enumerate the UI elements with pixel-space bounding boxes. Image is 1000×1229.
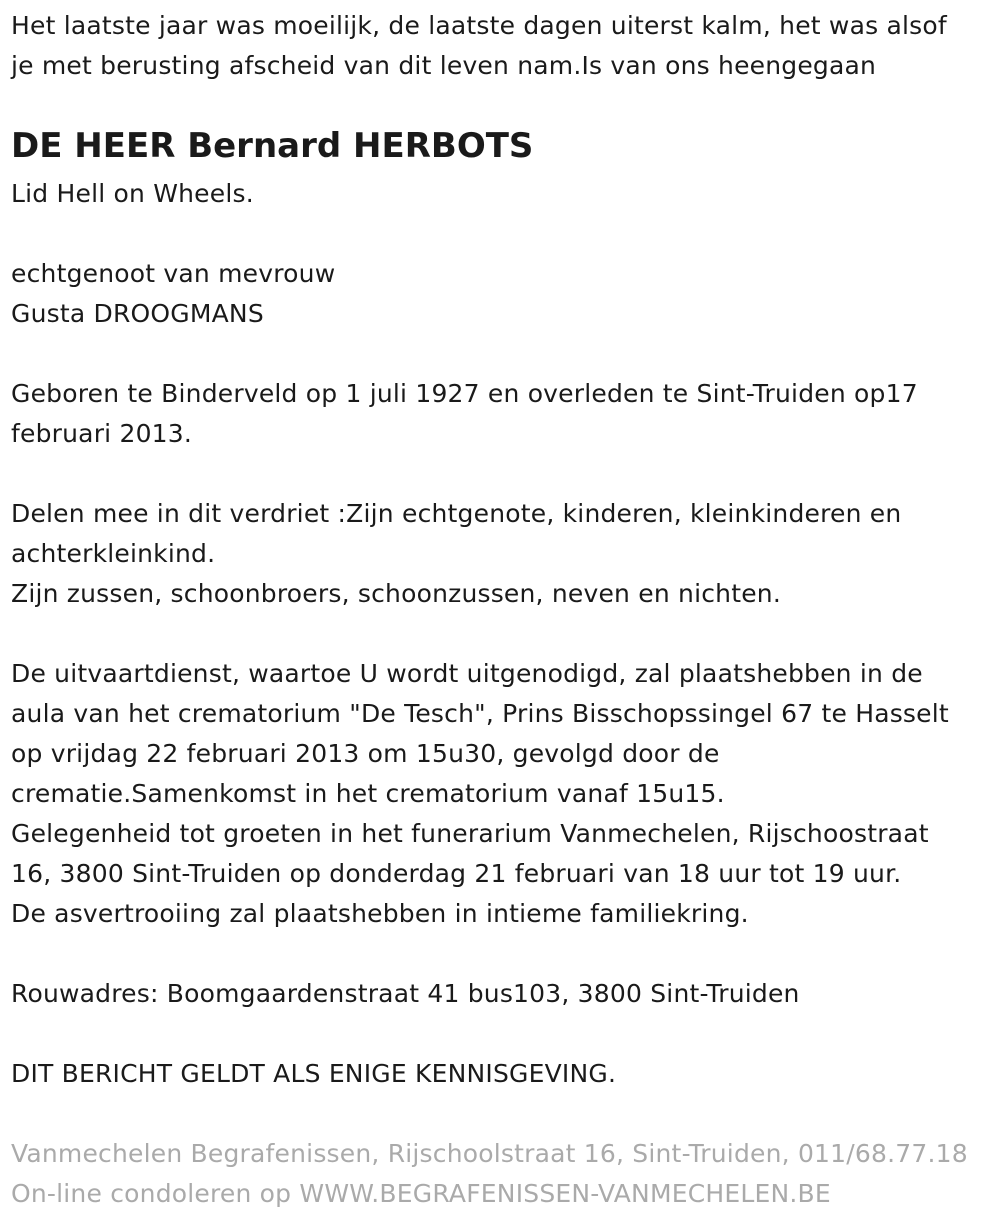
service-line-1: De uitvaartdienst, waartoe U wordt uitgenodigd, zal plaatshebben in de [11,659,923,688]
mourners-line-3: Zijn zussen, schoonbroers, schoonzussen, neven en nichten. [11,579,781,608]
intro-line-2: je met berusting afscheid van dit leven nam.Is van ons heengegaan [11,51,877,80]
service-line-6: 16, 3800 Sint-Truiden op donderdag 21 februari van 18 uur tot 19 uur. [11,859,902,888]
membership-line: Lid Hell on Wheels. [11,179,254,208]
spouse-label: echtgenoot van mevrouw [11,259,336,288]
birth-death-line-1: Geboren te Binderveld op 1 juli 1927 en overleden te Sint-Truiden op17 [11,379,918,408]
service-line-2: aula van het crematorium "De Tesch", Prins Bisschopssingel 67 te Hasselt [11,699,949,728]
service-line-5: Gelegenheid tot groeten in het funerarium Vanmechelen, Rijschoostraat [11,819,929,848]
service-line-7: De asvertrooiing zal plaatshebben in intieme familiekring. [11,899,749,928]
service-line-3: op vrijdag 22 februari 2013 om 15u30, gevolgd door de [11,739,720,768]
birth-death-line-2: februari 2013. [11,419,193,448]
mourners-line-1: Delen mee in dit verdriet :Zijn echtgenote, kinderen, kleinkinderen en [11,499,902,528]
service-line-4: crematie.Samenkomst in het crematorium vanaf 15u15. [11,779,725,808]
deceased-name: DE HEER Bernard HERBOTS [11,126,534,166]
funeral-home-info: Vanmechelen Begrafenissen, Rijschoolstraat 16, Sint-Truiden, 011/68.77.18 [11,1139,968,1168]
mourning-address: Rouwadres: Boomgaardenstraat 41 bus103, 3800 Sint-Truiden [11,979,800,1008]
official-notice: DIT BERICHT GELDT ALS ENIGE KENNISGEVING. [11,1059,617,1088]
spouse-name: Gusta DROOGMANS [11,299,264,328]
intro-line-1: Het laatste jaar was moeilijk, de laatste dagen uiterst kalm, het was alsof [11,11,947,40]
mourners-line-2: achterkleinkind. [11,539,216,568]
online-condolence-line: On-line condoleren op WWW.BEGRAFENISSEN-VANMECHELEN.BE [11,1179,831,1208]
